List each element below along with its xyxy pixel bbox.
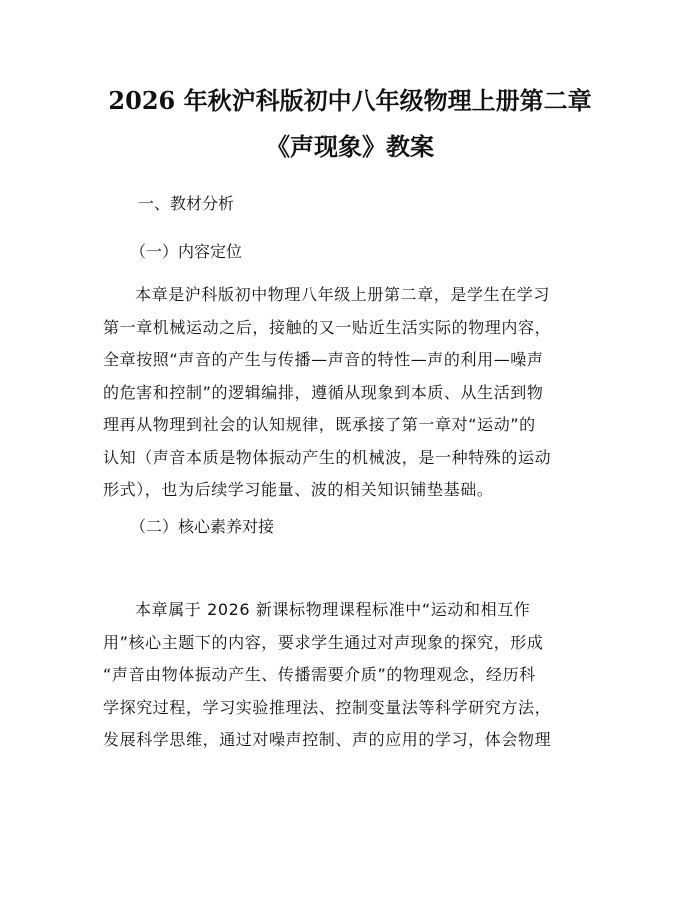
paragraph-line: 形式），也为后续学习能量、波的相关知识铺垫基础。	[103, 480, 494, 499]
paragraph-line: 的危害和控制”的逻辑编排，遵循从现象到本质、从生活到物	[103, 382, 544, 402]
paragraph-line: 学探究过程，学习实验推理法、控制变量法等科学研究方法，	[103, 697, 552, 717]
paragraph-line: 认知（声音本质是物体振动产生的机械波，是一种特殊的运动	[103, 447, 552, 467]
paragraph-content-positioning	[103, 279, 603, 507]
document-title-line2: 《声现象》教案	[266, 132, 434, 161]
document-title-line1: 2026 年秋沪科版初中八年级物理上册第二章	[108, 86, 592, 115]
paragraph-line: “声音由物体振动产生、传播需要介质”的物理观念，经历科	[103, 665, 536, 684]
paragraph-line: 用”核心主题下的内容，要求学生通过对声现象的探究，形成	[103, 632, 544, 652]
paragraph-line: 全章按照“声音的产生与传播—声音的特性—声的利用—噪声	[103, 350, 544, 369]
subsection-heading-content-positioning: （一）内容定位	[130, 242, 243, 261]
paragraph-line: 发展科学思维，通过对噪声控制、声的应用的学习，体会物理	[103, 730, 552, 749]
paragraph-line: 本章属于 2026 新课标物理课程标准中“运动和相互作	[135, 600, 531, 619]
paragraph-line: 第一章机械运动之后，接触的又一贴近生活实际的物理内容，	[103, 317, 552, 337]
section-heading-textbook-analysis: 一、教材分析	[138, 194, 235, 213]
paragraph-core-literacy	[103, 594, 603, 757]
subsection-heading-core-literacy: （二）核心素养对接	[130, 517, 275, 536]
paragraph-line: 本章是沪科版初中物理八年级上册第二章，是学生在学习	[135, 285, 551, 304]
paragraph-line: 理再从物理到社会的认知规律，既承接了第一章对“运动”的	[103, 415, 536, 434]
